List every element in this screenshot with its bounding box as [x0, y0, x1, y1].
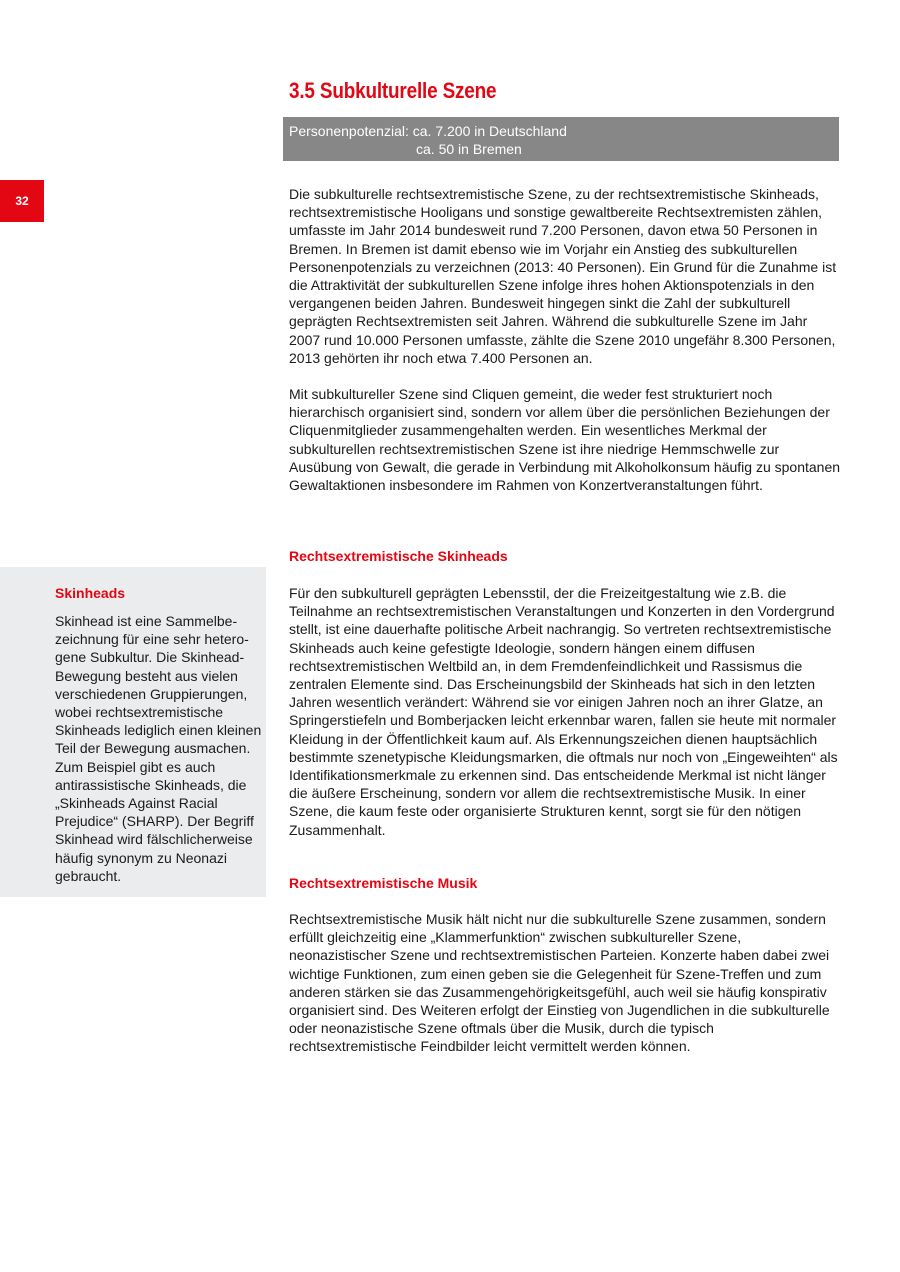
- potential-line-bremen: ca. 50 in Bremen: [416, 141, 522, 157]
- sidebar-title: Skinheads: [55, 585, 126, 601]
- cliquen-paragraph: Mit subkultureller Szene sind Cliquen gemeint, die weder fest strukturiert noch hierarchisch organisiert sind, sondern vor allem über die persönlichen Beziehungen der Cliquenmitglieder zusammengehalten werden. Ein wesentliches Merkmal der subkulturellen rechtsextremistischen Szene ist ihre niedrige Hemmschwelle zur Ausübung von Gewalt, die gerade in Verbindung mit Alkoholkonsum häufig zu spontanen Gewaltaktionen insbesondere im Rahmen von Konzertveranstaltungen führt.: [289, 386, 841, 494]
- section-title: 3.5 Subkulturelle Szene: [289, 78, 497, 103]
- music-paragraph: Rechtsextremistische Musik hält nicht nur die subkulturelle Szene zusammen, sondern erfüllt gleichzeitig eine „Klammerfunktion“ zwischen subkultureller Szene, neonazistischer Szene und rechtsextremistischen Parteien. Konzerte haben dabei zwei wichtige Funktionen, zum einen geben sie die Gelegenheit für Szene-Treffen und zum anderen stärken sie das Zusammengehörigkeitsgefühl, auch weil sie häufig konspirativ organisiert sind. Des Weiteren erfolgt der Einstieg von Jugendlichen in die subkulturelle oder neonazistische Szene oftmals über die Musik, durch die typisch rechtsextremistische Feindbilder leicht vermittelt werden können.: [289, 911, 830, 1055]
- personenpotenzial-box: [283, 117, 839, 161]
- intro-paragraph: Die subkulturelle rechtsextremistische Szene, zu der rechtsextremistische Skinheads, rechtsextremistische Hooligans und sonstige gewaltbereite Rechtsextremisten zählen, umfasste im Jahr 2014 bundesweit rund 7.200 Personen, davon etwa 50 Personen in Bremen. In Bremen ist damit ebenso wie im Vorjahr ein Anstieg des subkulturellen Personenpotenzials zu verzeichnen (2013: 40 Personen). Ein Grund für die Zunahme ist die Attraktivität der subkulturellen Szene infolge ihres hohen Aktionspotenzials in den vergangenen beiden Jahren. Bundesweit hingegen sinkt die Zahl der subkulturell geprägten Rechtsextremisten seit Jahren. Während die subkulturelle Szene im Jahr 2007 rund 10.000 Personen umfasste, zählte die Szene 2010 ungefähr 8.300 Personen, 2013 gehörten ihr noch etwa 7.400 Personen an.: [289, 186, 837, 366]
- page-number: 32: [15, 194, 29, 208]
- skinheads-paragraph: Für den subkulturell geprägten Lebensstil, der die Freizeitgestaltung wie z.B. die Teilnahme an rechtsextremistischen Veranstaltungen und Konzerten in den Vordergrund stellt, ist eine dauerhafte politische Arbeit nachrangig. So vertreten rechtsextremistische Skinheads auch keine gefestigte Ideologie, sondern hängen einem diffusen rechtsextremistischen Weltbild an, in dem Fremdenfeindlichkeit und Rassismus die zentralen Elemente sind. Das Erscheinungsbild der Skinheads hat sich in den letzten Jahren wesentlich verändert: Während sie vor einigen Jahren noch an ihrer Glatze, an Springerstiefeln und Bomberjacken leicht erkennbar waren, fallen sie heute mit normaler Kleidung in der Öffentlichkeit kaum auf. Als Erkennungszeichen dienen hauptsächlich bestimmte szenetypische Kleidungsmarken, die oftmals nur noch von „Eingeweihten“ als Identifikationsmerkmale zu erkennen sind. Das entscheidende Merkmal ist nicht länger die äußere Erscheinung, sondern vor allem die rechtsextremistische Musik. In einer Szene, die kaum feste oder organisierte Strukturen kennt, sorgt sie für den nötigen Zusammenhalt.: [289, 585, 838, 838]
- skinheads-heading: Rechtsextremistische Skinheads: [289, 548, 508, 564]
- skinheads-info-box: [0, 567, 266, 897]
- sidebar-text: Skinhead ist eine Sammelbezeichnung für eine sehr heterogene Subkultur. Die Skinhead-Bewegung besteht aus vielen verschiedenen Gruppierungen, wobei rechtsextremistische Skinheads lediglich einen kleinen Teil der Bewegung ausmachen. Zum Beispiel gibt es auch antirassistische Skinheads, die „Skinheads Against Racial Prejudice“ (SHARP). Der Begriff Skinhead wird fälschlicherweise häufig synonym zu Neonazi gebraucht.: [55, 613, 262, 884]
- page-number-tab: [0, 180, 44, 222]
- potential-line-germany: Personenpotenzial: ca. 7.200 in Deutschland: [289, 123, 567, 139]
- music-heading: Rechtsextremistische Musik: [289, 875, 478, 891]
